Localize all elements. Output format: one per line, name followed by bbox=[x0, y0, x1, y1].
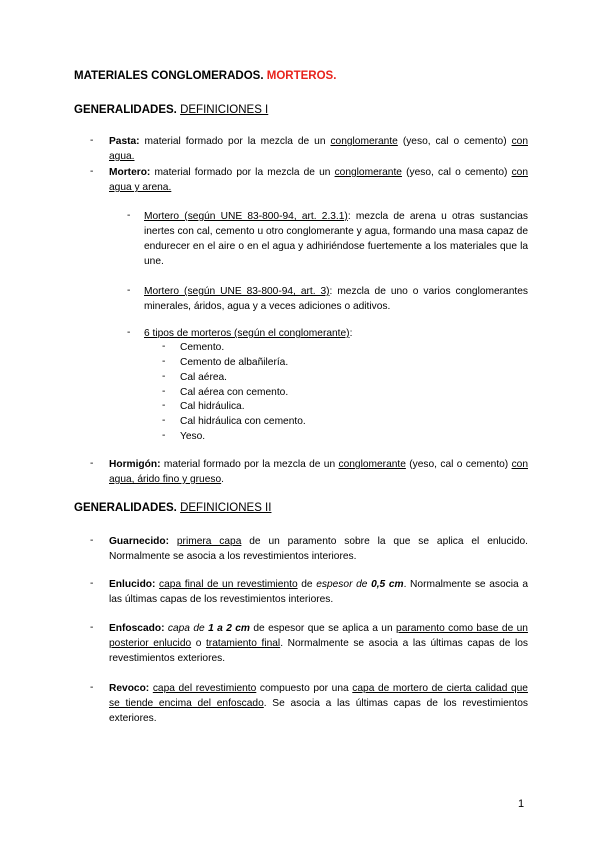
list-dash: - bbox=[162, 356, 166, 367]
section-heading-2 bbox=[74, 502, 271, 514]
list-dash: - bbox=[162, 371, 166, 382]
revoco-label: Revoco: bbox=[109, 683, 150, 694]
definition-revoco: Revoco: capa del revestimiento compuesto por una capa de mortero de cierta calidad que se tiende encima del enfoscado. Se asocia a las últimas capas de los revestimientos exteriores. bbox=[109, 683, 528, 724]
page-title bbox=[74, 70, 336, 82]
list-item: Cal hidráulica. bbox=[180, 401, 245, 412]
bullet-dash: - bbox=[127, 285, 131, 296]
bullet-dash: - bbox=[90, 135, 94, 146]
list-dash: - bbox=[162, 386, 166, 397]
section-heading-1 bbox=[74, 104, 268, 116]
list-item: Cemento. bbox=[180, 342, 225, 353]
list-dash: - bbox=[162, 415, 166, 426]
list-dash: - bbox=[162, 430, 166, 441]
list-item: Yeso. bbox=[180, 431, 206, 442]
list-item: Cal aérea. bbox=[180, 372, 228, 383]
section-heading-1-bold: GENERALIDADES. bbox=[74, 104, 177, 116]
title-text: MATERIALES CONGLOMERADOS. bbox=[74, 70, 264, 82]
list-item: Cal hidráulica con cemento. bbox=[180, 416, 306, 427]
definition-pasta: Pasta: material formado por la mezcla de un conglomerante (yeso, cal o cemento) con agua. bbox=[109, 136, 528, 162]
enlucido-label: Enlucido: bbox=[109, 579, 156, 590]
bullet-dash: - bbox=[90, 578, 94, 589]
definition-mortero: Mortero: material formado por la mezcla de un conglomerante (yeso, cal o cemento) con agua y arena. bbox=[109, 167, 528, 193]
definition-guarnecido: Guarnecido: primera capa de un paramento sobre la que se aplica el enlucido. Normalmente se asocia a los revestimientos interiores. bbox=[109, 536, 528, 562]
list-item: Cemento de albañilería. bbox=[180, 357, 289, 368]
mortero-label: Mortero: bbox=[109, 167, 151, 178]
pasta-label: Pasta: bbox=[109, 136, 140, 147]
enfoscado-label: Enfoscado: bbox=[109, 623, 165, 634]
bullet-dash: - bbox=[90, 682, 94, 693]
list-item: Cal aérea con cemento. bbox=[180, 387, 289, 398]
section-heading-1-underlined: DEFINICIONES I bbox=[180, 104, 269, 116]
bullet-dash: - bbox=[90, 622, 94, 633]
section-heading-2-underlined: DEFINICIONES II bbox=[180, 502, 272, 514]
title-red-text: MORTEROS. bbox=[266, 70, 337, 82]
bullet-dash: - bbox=[90, 166, 94, 177]
bullet-dash: - bbox=[127, 327, 131, 338]
definition-une-2-3-1: Mortero (según UNE 83-800-94, art. 2.3.1): mezcla de arena u otras sustancias inertes con cal, cemento u otro conglomerante y agua, formando una masa capaz de endurecer en el aire o en el agua y adhiriéndose fuertemente a los materiales que la une. bbox=[144, 211, 528, 267]
definition-hormigon: Hormigón: material formado por la mezcla de un conglomerante (yeso, cal o cemento) con agua, árido fino y grueso. bbox=[109, 459, 528, 485]
definition-une-3: Mortero (según UNE 83-800-94, art. 3): mezcla de uno o varios conglomerantes minerales, áridos, agua y a veces adiciones o aditivos. bbox=[144, 286, 528, 312]
bullet-dash: - bbox=[90, 535, 94, 546]
definition-enfoscado: Enfoscado: capa de 1 a 2 cm de espesor que se aplica a un paramento como base de un posterior enlucido o tratamiento final. Normalmente se asocia a las últimas capas de los revestimientos exteriores. bbox=[109, 623, 529, 664]
bullet-dash: - bbox=[127, 210, 131, 221]
guarnecido-label: Guarnecido: bbox=[109, 536, 170, 547]
list-dash: - bbox=[162, 341, 166, 352]
section-heading-2-bold: GENERALIDADES. bbox=[74, 502, 177, 514]
bullet-dash: - bbox=[90, 458, 94, 469]
tipos-morteros-heading: 6 tipos de morteros (según el conglomerante): bbox=[144, 328, 353, 339]
hormigon-label: Hormigón: bbox=[109, 459, 161, 470]
definition-enlucido: Enlucido: capa final de un revestimiento de espesor de 0,5 cm. Normalmente se asocia a las últimas capas de los revestimientos interiores. bbox=[109, 579, 528, 605]
list-dash: - bbox=[162, 400, 166, 411]
page-number: 1 bbox=[518, 798, 525, 810]
